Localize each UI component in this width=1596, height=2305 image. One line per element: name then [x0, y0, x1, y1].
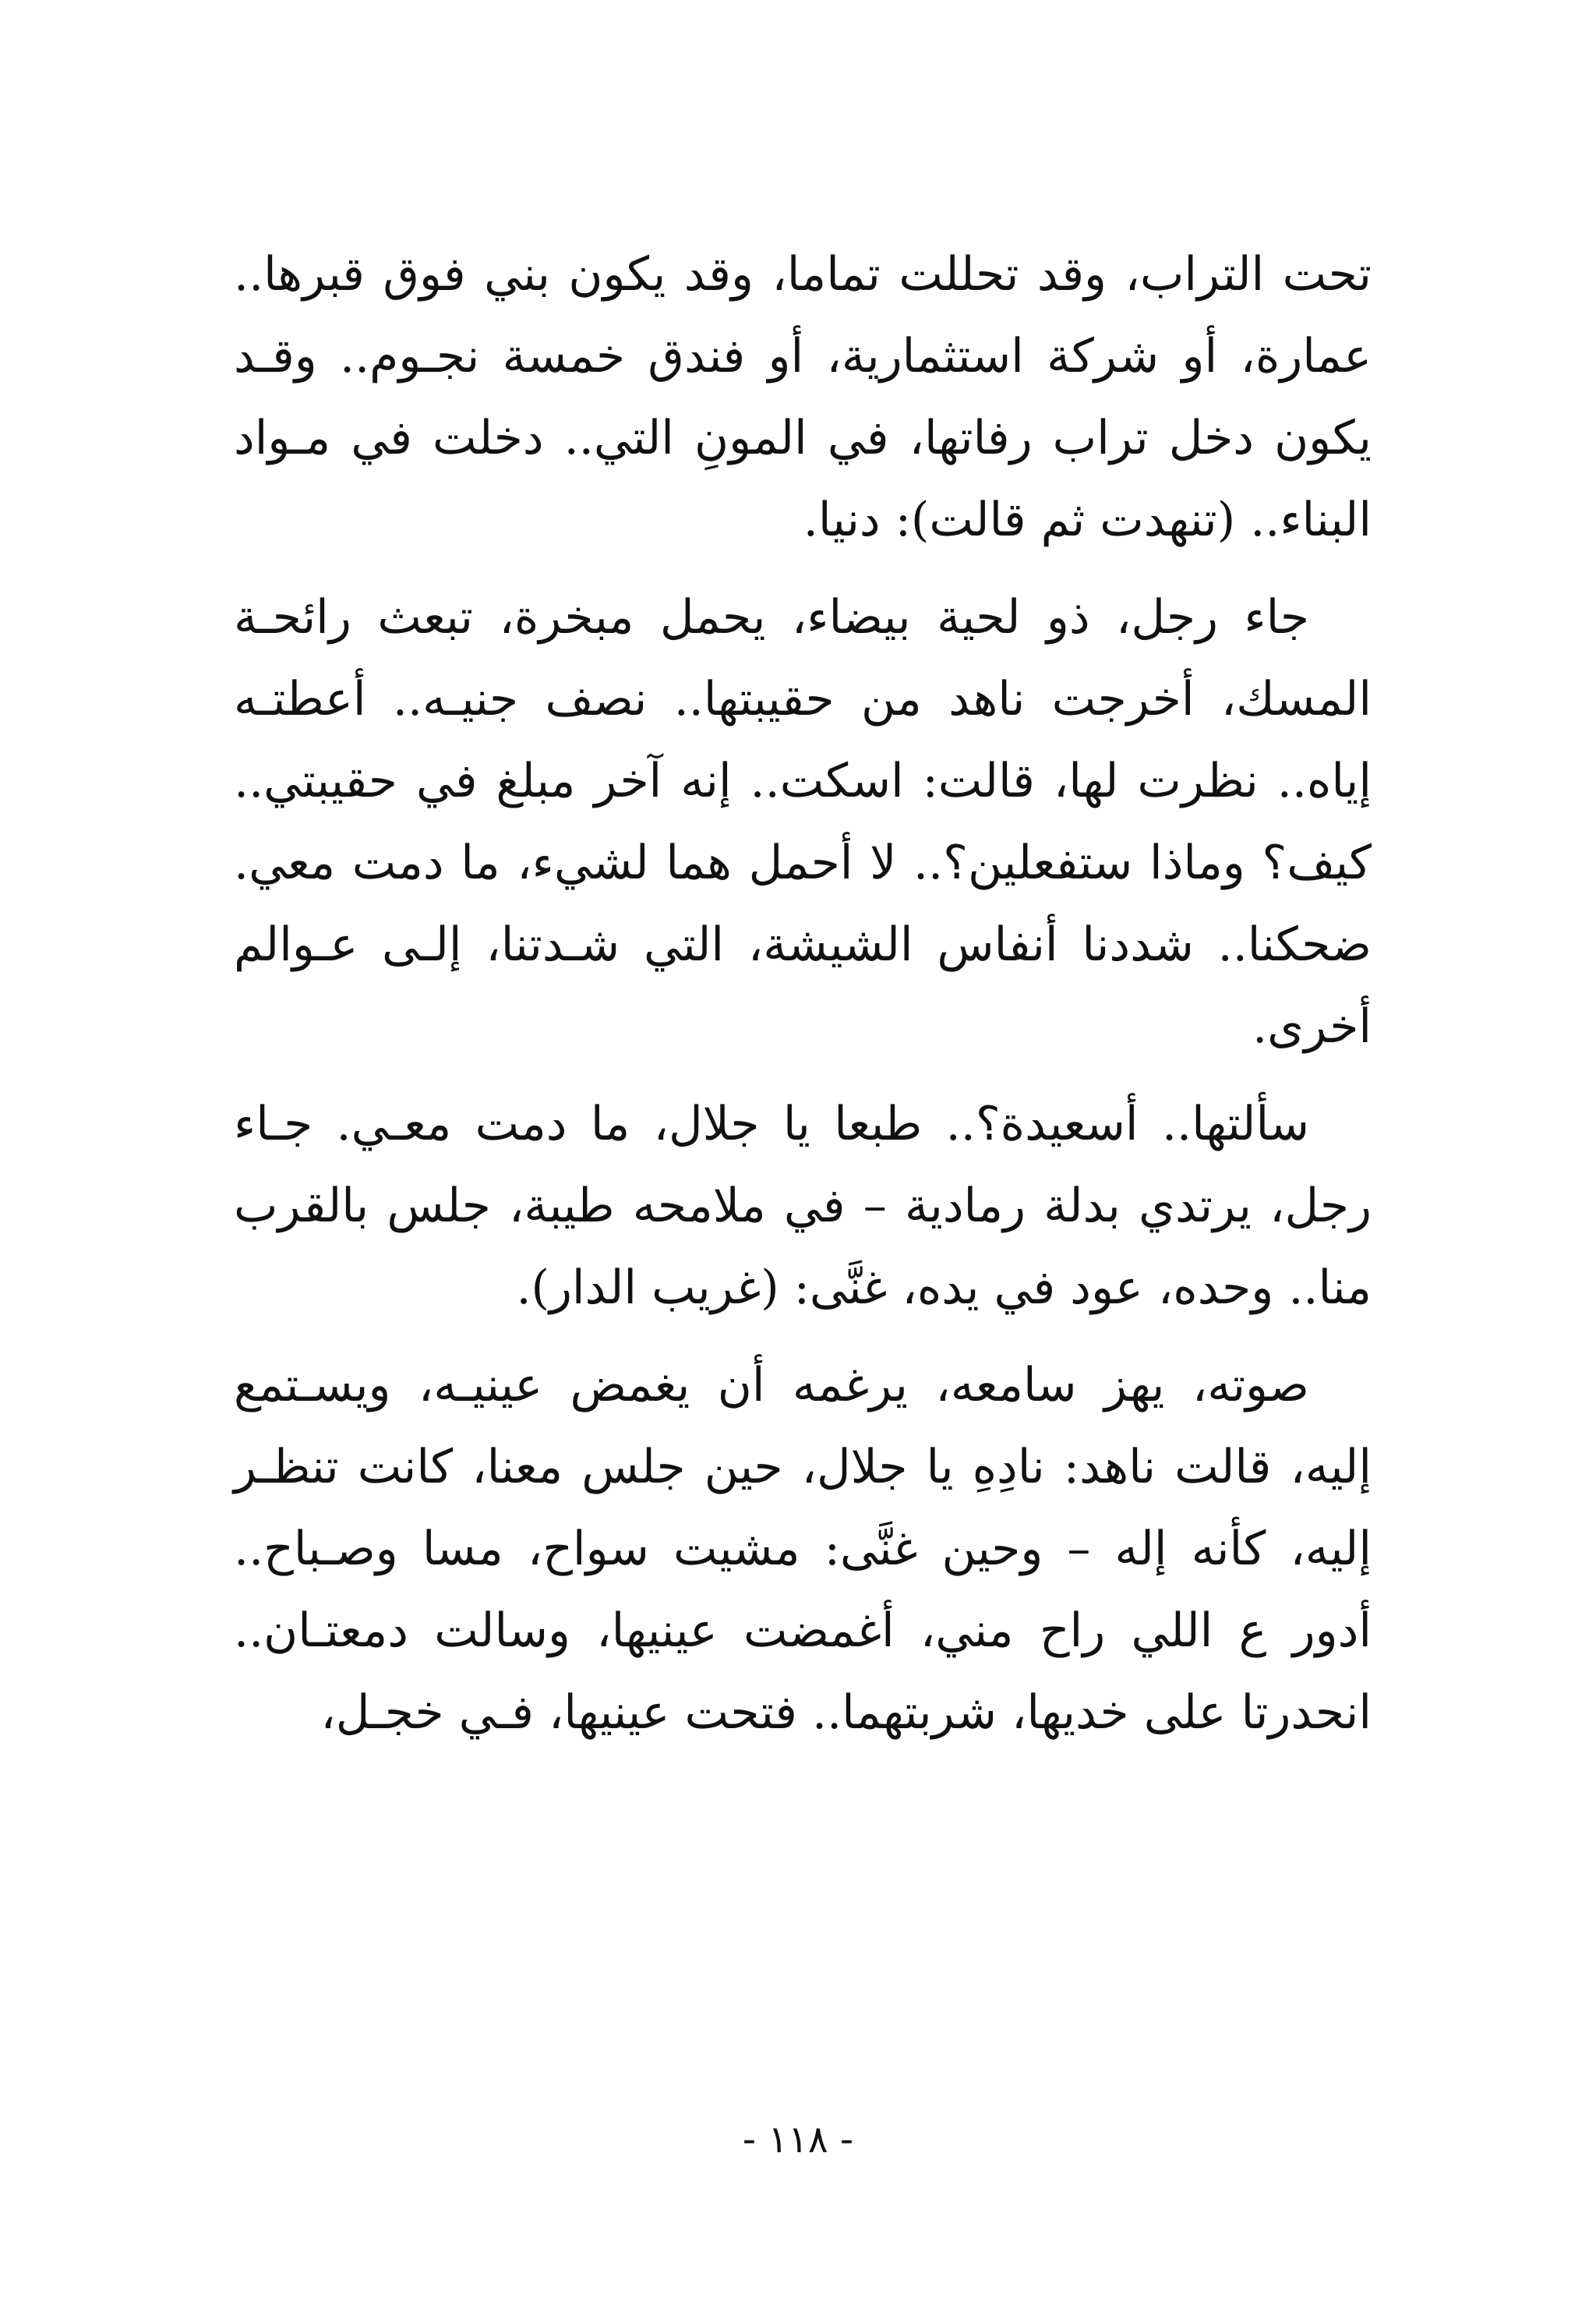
paragraph-4: صوته، يهز سامعه، يرغمه أن يغمض عينيـه، ويسـتمع إليه، قالت ناهد: نادِهِ يا جلال، حين جلس معنا، كانت تنظـر إليه، كأنه إله – وحين غنَّى: مشيت سواح، مسا وصـباح.. أدور ع اللي راح مني، أغمضت عينيها، وسالت دمعتـان.. انحدرتا على خديها، شربتهما.. فتحت عينيها، فـي خجـل،: [234, 1358, 1372, 1740]
paragraph-1: تحت التراب، وقد تحللت تماما، وقد يكون بني فوق قبرها.. عمارة، أو شركة استثمارية، أو فندق خمسة نجـوم.. وقـد يكون دخل تراب رفاتها، في المونِ التي.. دخلت في مـواد البناء.. (تنهدت ثم قالت): دنيا.: [234, 247, 1372, 547]
body-text: [234, 234, 1372, 1769]
paragraph-3: سألتها.. أسعيدة؟.. طبعا يا جلال، ما دمت معـي. جـاء رجل، يرتدي بدلة رمادية – في ملامحه طيبة، جلس بالقرب منا.. وحده، عود في يده، غنَّى: (غريب الدار).: [234, 1097, 1372, 1315]
paragraph-2: جاء رجل، ذو لحية بيضاء، يحمل مبخرة، تبعث رائحـة المسك، أخرجت ناهد من حقيبتها.. نصف جنيـه.. أعطتـه إياه.. نظرت لها، قالت: اسكت.. إنه آخر مبلغ في حقيبتي.. كيف؟ وماذا ستفعلين؟.. لا أحمل هما لشيء، ما دمت معي. ضحكنا.. شددنا أنفاس الشيشة، التي شـدتنا، إلـى عـوالم أخرى.: [234, 590, 1372, 1054]
page-number: - ١١٨ -: [742, 2118, 854, 2162]
